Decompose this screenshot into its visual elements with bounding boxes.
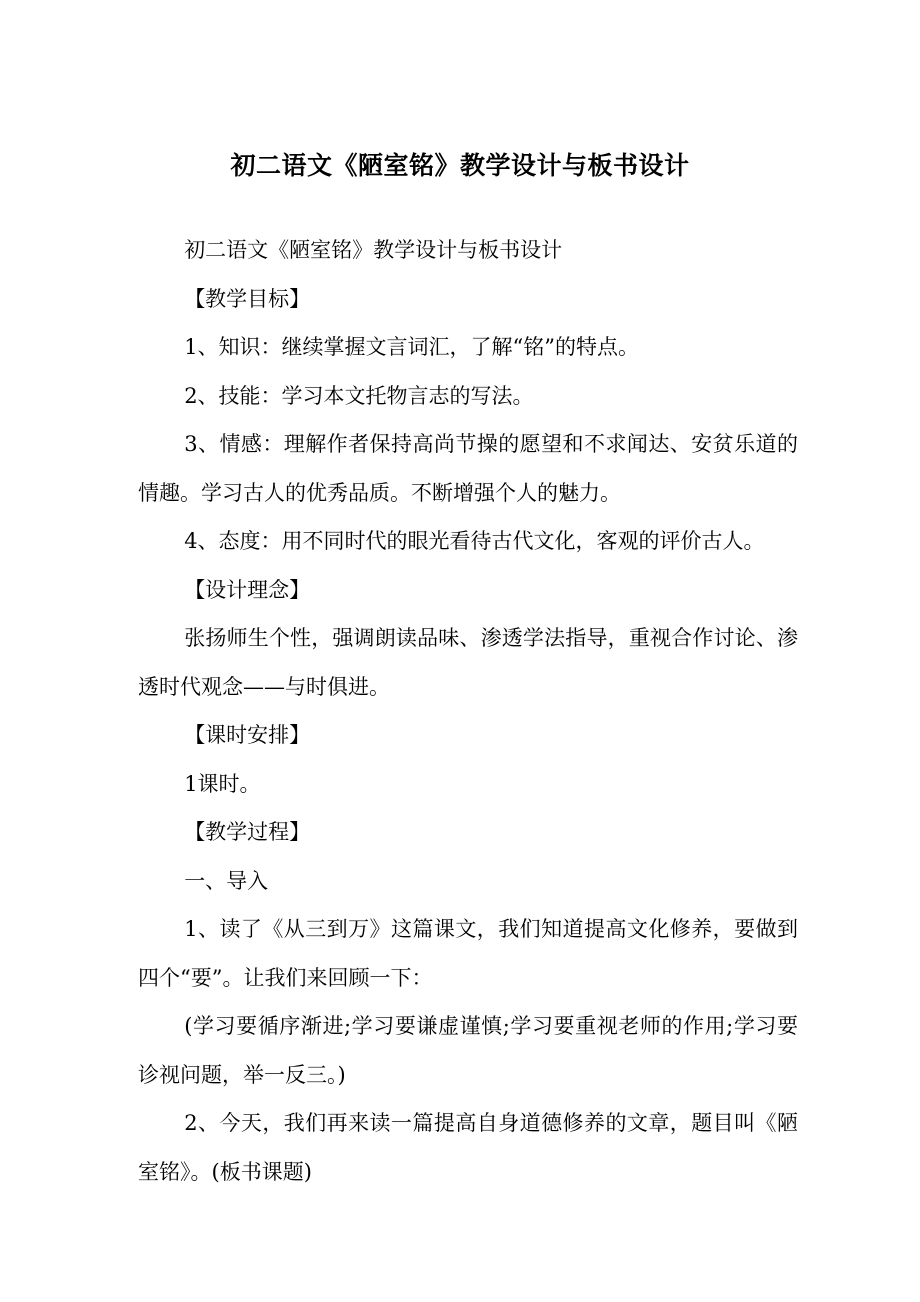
section-heading-teaching-goals: 【教学目标】	[184, 286, 311, 311]
process-step-intro: 一、导入	[184, 868, 269, 893]
section-heading-design-concept: 【设计理念】	[184, 577, 311, 602]
intro-item-2: 2、今天，我们再来读一篇提高自身道德修养的文章，题目叫《陋室铭》。(板书课题)	[138, 1111, 798, 1184]
intro-item-1: 1、读了《从三到万》这篇课文，我们知道提高文化修养，要做到四个“要”。让我们来回顾一下：	[138, 917, 798, 990]
goal-emotion: 3、情感：理解作者保持高尚节操的愿望和不求闻达、安贫乐道的情趣。学习古人的优秀品质。不断增强个人的魅力。	[138, 432, 798, 505]
section-heading-process: 【教学过程】	[184, 820, 311, 844]
document-title: 初二语文《陋室铭》教学设计与板书设计	[230, 151, 690, 180]
subtitle-paragraph: 初二语文《陋室铭》教学设计与板书设计	[184, 238, 563, 262]
schedule-text: 1课时。	[184, 771, 261, 796]
design-concept-text: 张扬师生个性，强调朗读品味、渗透学法指导，重视合作讨论、渗透时代观念——与时俱进。	[138, 626, 798, 699]
goal-skills: 2、技能：学习本文托物言志的写法。	[184, 383, 534, 408]
document-body	[138, 226, 798, 1196]
intro-item-1-note: (学习要循序渐进;学习要谦虚谨慎;学习要重视老师的作用;学习要诊视问题，举一反三。)	[138, 1014, 798, 1087]
section-heading-schedule: 【课时安排】	[184, 723, 311, 747]
goal-attitude: 4、态度：用不同时代的眼光看待古代文化，客观的评价古人。	[184, 529, 765, 553]
goal-knowledge: 1、知识：继续掌握文言词汇，了解“铭”的特点。	[184, 335, 640, 359]
